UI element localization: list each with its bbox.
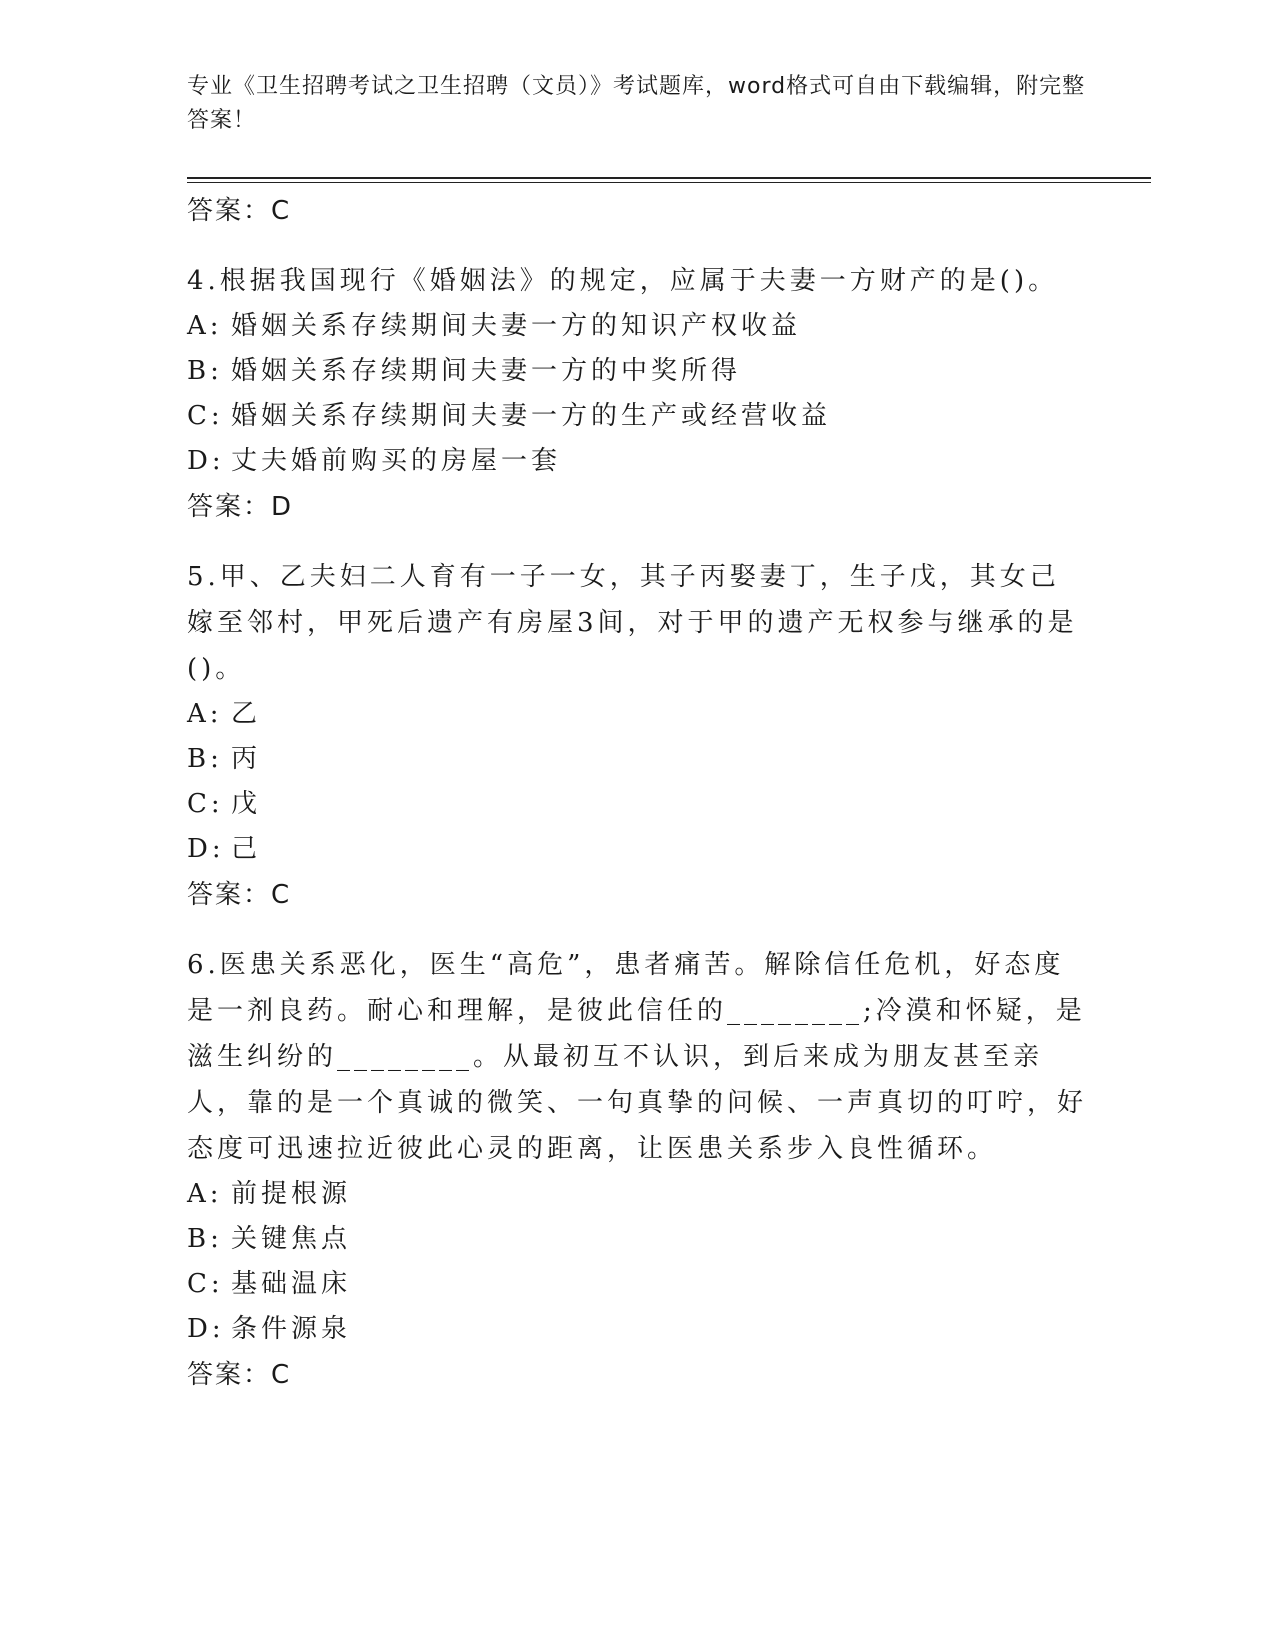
answer-line: 答案：C (187, 196, 292, 226)
question-text: 4.根据我国现行《婚姻法》的规定，应属于夫妻一方财产的是()。 (187, 266, 1059, 296)
option-d (187, 827, 1087, 872)
option-text: 丙 (231, 744, 262, 774)
question-text: 6.医患关系恶化，医生“高危”，患者痛苦。解除信任危机，好态度是一剂良药。耐心和理解，是彼此信任的________;冷漠和怀疑，是滋生纠纷的________。从最初互不认识，到后来成为朋友甚至亲人，靠的是一个真诚的微笑、一句真挚的问候、一声真切的叮咛，好态度可迅速拉近彼此心灵的距离，让医患关系步入良性循环。 (187, 950, 1088, 1164)
option-d (187, 1307, 1087, 1352)
answer-line: 答案：C (187, 880, 292, 910)
option-d (187, 439, 1087, 484)
question-6 (187, 942, 1087, 1398)
option-b (187, 349, 1087, 394)
option-letter: B: (187, 1224, 223, 1254)
option-a (187, 692, 1087, 737)
option-letter: A: (187, 311, 223, 341)
option-text: 婚姻关系存续期间夫妻一方的知识产权收益 (231, 311, 802, 341)
option-text: 己 (231, 834, 262, 864)
option-text: 丈夫婚前购买的房屋一套 (231, 446, 562, 476)
option-a (187, 304, 1087, 349)
option-c (187, 782, 1087, 827)
option-text: 基础温床 (231, 1269, 352, 1299)
option-text: 条件源泉 (231, 1314, 352, 1344)
option-text: 关键焦点 (231, 1224, 352, 1254)
answer-line: 答案：D (187, 492, 294, 522)
question-5 (187, 554, 1087, 918)
option-text: 婚姻关系存续期间夫妻一方的中奖所得 (231, 356, 742, 386)
option-text: 戊 (231, 789, 262, 819)
option-letter: A: (187, 1179, 223, 1209)
option-c (187, 394, 1087, 439)
option-b (187, 1217, 1087, 1262)
option-a (187, 1172, 1087, 1217)
option-c (187, 1262, 1087, 1307)
question-4 (187, 258, 1087, 530)
option-letter: B: (187, 356, 223, 386)
option-letter: C: (187, 401, 224, 431)
question-text: 5.甲、乙夫妇二人育有一子一女，其子丙娶妻丁，生子戊，其女己嫁至邻村，甲死后遗产有房屋3间，对于甲的遗产无权参与继承的是()。 (187, 562, 1078, 684)
option-letter: D: (187, 1314, 225, 1344)
option-letter: D: (187, 446, 225, 476)
answer-line: 答案：C (187, 1360, 292, 1390)
option-text: 乙 (231, 699, 262, 729)
option-letter: A: (187, 699, 223, 729)
option-b (187, 737, 1087, 782)
option-letter: D: (187, 834, 225, 864)
option-letter: B: (187, 744, 223, 774)
option-letter: C: (187, 789, 224, 819)
header-divider (187, 177, 1151, 179)
question-list (187, 188, 1087, 1398)
header-divider-thin (187, 182, 1151, 183)
document-header: 专业《卫生招聘考试之卫生招聘（文员）》考试题库，word格式可自由下载编辑，附完整答案！ (187, 74, 1086, 133)
option-text: 婚姻关系存续期间夫妻一方的生产或经营收益 (231, 401, 832, 431)
option-text: 前提根源 (231, 1179, 352, 1209)
option-letter: C: (187, 1269, 224, 1299)
